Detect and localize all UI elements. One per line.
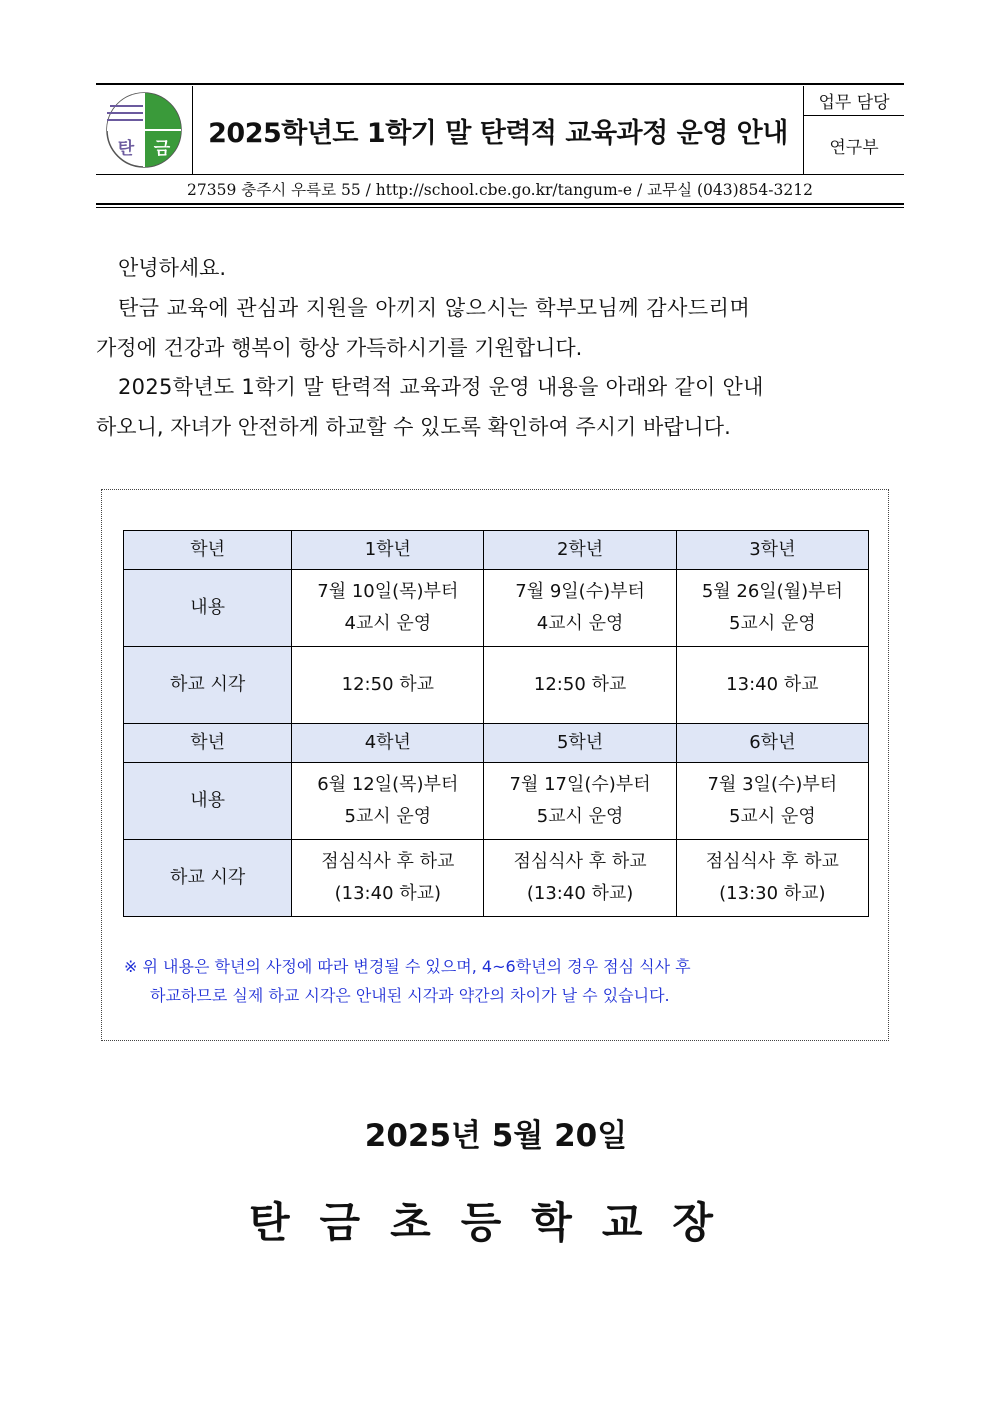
grade-header: 1학년 [292, 531, 484, 570]
greeting: 안녕하세요. [118, 256, 227, 280]
row-label-content: 내용 [124, 570, 292, 647]
content-line: 5교시 운영 [536, 806, 624, 827]
content-line: 4교시 운영 [344, 613, 432, 634]
content-cell [676, 763, 868, 840]
dismissal-cell [676, 647, 868, 724]
table-row [124, 724, 869, 763]
dismissal-cell [292, 840, 484, 917]
row-label-grade: 학년 [124, 724, 292, 763]
thanks-paragraph [96, 288, 896, 368]
content-line: 5월 26일(월)부터 [701, 581, 843, 602]
row-label-content: 내용 [124, 763, 292, 840]
svg-text:탄: 탄 [117, 139, 135, 159]
grade-header: 6학년 [676, 724, 868, 763]
notice-line-1: 2025학년도 1학기 말 탄력적 교육과정 운영 내용을 아래와 같이 안내 [118, 375, 764, 399]
notice-note-line-1: ※ 위 내용은 학년의 사정에 따라 변경될 수 있으며, 4~6학년의 경우 점심 식사 후 [124, 957, 691, 976]
dismissal-line: 12:50 하교 [341, 674, 435, 695]
thanks-line-1: 탄금 교육에 관심과 지원을 아끼지 않으시는 학부모님께 감사드리며 [118, 296, 751, 320]
grade-header: 5학년 [484, 724, 676, 763]
content-line: 5교시 운영 [728, 613, 816, 634]
notice-paragraph [96, 367, 896, 447]
department-box [804, 86, 904, 174]
dismissal-line: 점심식사 후 하교 [513, 851, 647, 872]
department-label: 업무 담당 [804, 86, 904, 116]
dismissal-line: (13:30 하교) [719, 883, 826, 904]
change-notice [124, 952, 864, 1010]
header-top-rule [96, 83, 904, 85]
table-row [124, 570, 869, 647]
grade-header: 4학년 [292, 724, 484, 763]
dismissal-line: 13:40 하교 [726, 674, 819, 695]
greeting-paragraph [96, 248, 896, 288]
content-line: 6월 12일(목)부터 [317, 774, 459, 795]
schedule-table [123, 530, 869, 917]
dismissal-line: (13:40 하교) [526, 883, 634, 904]
svg-text:금: 금 [153, 139, 171, 159]
department-value: 연구부 [829, 137, 879, 158]
dismissal-cell [292, 647, 484, 724]
table-row [124, 763, 869, 840]
dismissal-line: 12:50 하교 [533, 674, 627, 695]
notice-note-line-2: 하교하므로 실제 하교 시각은 안내된 시각과 약간의 차이가 날 수 있습니다. [150, 986, 670, 1005]
grade-header: 3학년 [676, 531, 868, 570]
row-label-dismissal: 하교 시각 [124, 647, 292, 724]
row-label-dismissal: 하교 시각 [124, 840, 292, 917]
content-cell [292, 763, 484, 840]
thanks-line-2: 가정에 건강과 행복이 항상 가득하시기를 기원합니다. [96, 336, 583, 360]
dismissal-cell [484, 647, 676, 724]
table-row [124, 531, 869, 570]
header-bottom-rule-thin [96, 207, 904, 208]
table-row [124, 647, 869, 724]
school-emblem-icon [96, 86, 192, 174]
content-line: 7월 9일(수)부터 [515, 581, 645, 602]
dismissal-line: 점심식사 후 하교 [321, 851, 455, 872]
content-line: 4교시 운영 [536, 613, 624, 634]
dismissal-cell [676, 840, 868, 917]
content-line: 7월 17일(수)부터 [509, 774, 651, 795]
grade-header: 2학년 [484, 531, 676, 570]
header-bottom-rule [96, 203, 904, 205]
table-row [124, 840, 869, 917]
content-cell [484, 570, 676, 647]
issue-date: 2025년 5월 20일 [364, 1118, 628, 1154]
content-cell [292, 570, 484, 647]
address-line: 27359 충주시 우륵로 55 / http://school.cbe.go.kr/tangum-e / 교무실 (043)854-3212 [187, 181, 813, 199]
dismissal-line: 점심식사 후 하교 [705, 851, 839, 872]
dismissal-cell [484, 840, 676, 917]
content-line: 5교시 운영 [728, 806, 816, 827]
document-header [96, 86, 904, 175]
content-cell [676, 570, 868, 647]
document-title: 2025학년도 1학기 말 탄력적 교육과정 운영 안내 [208, 117, 788, 149]
school-logo [96, 86, 193, 174]
content-line: 7월 10일(목)부터 [317, 581, 459, 602]
notice-line-2: 하오니, 자녀가 안전하게 하교할 수 있도록 확인하여 주시기 바랍니다. [96, 415, 731, 439]
content-line: 5교시 운영 [344, 806, 432, 827]
content-line: 7월 3일(수)부터 [707, 774, 838, 795]
dismissal-line: (13:40 하교) [334, 883, 442, 904]
signer-title: 탄금초등학교장 [248, 1198, 743, 1247]
content-cell [484, 763, 676, 840]
row-label-grade: 학년 [124, 531, 292, 570]
title-cell [193, 86, 804, 174]
